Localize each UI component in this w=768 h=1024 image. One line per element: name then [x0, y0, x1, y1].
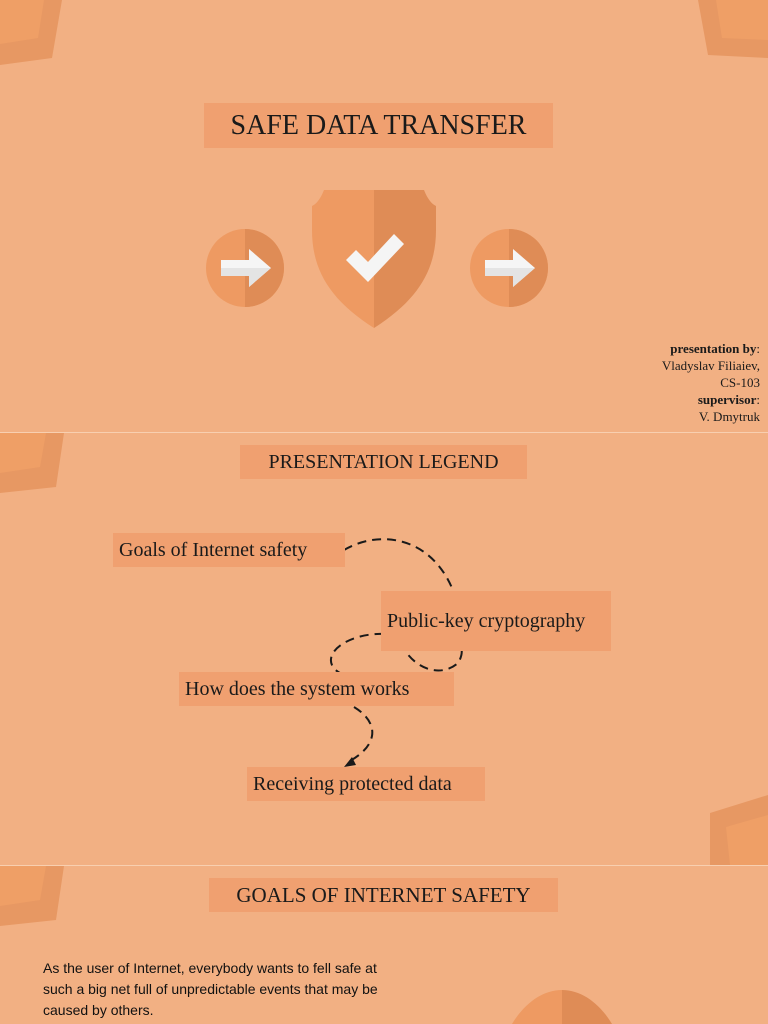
slide-legend: [0, 433, 768, 865]
legend-item-public-key: Public-key cryptography: [381, 591, 611, 651]
corner-decoration-top-left: [0, 0, 70, 65]
goals-body-text: As the user of Internet, everybody wants to fell safe at such a big net full of unpredictable events that may be caused by others.: [43, 960, 378, 1018]
legend-item-receiving-data: Receiving protected data: [247, 767, 485, 801]
goals-heading: GOALS OF INTERNET SAFETY: [209, 878, 558, 912]
slide-title-heading: SAFE DATA TRANSFER: [204, 103, 553, 148]
corner-decoration-top-left: [0, 866, 70, 928]
presenter-name: Vladyslav Filiaiev,: [661, 358, 760, 373]
shield-check-icon: [310, 190, 438, 328]
presenter-group: CS-103: [720, 375, 760, 390]
legend-item-goals: Goals of Internet safety: [113, 533, 345, 567]
presented-by-label: presentation by: [670, 341, 757, 356]
supervisor-label: supervisor: [697, 392, 757, 407]
slide-goals: [0, 866, 768, 1024]
supervisor-name: V. Dmytruk: [698, 409, 760, 424]
slide-title: [0, 0, 768, 432]
arrow-right-icon: [205, 228, 285, 308]
arrow-right-icon: [469, 228, 549, 308]
corner-decoration-top-right: [698, 0, 768, 60]
shield-icon: [512, 990, 612, 1024]
legend-heading: PRESENTATION LEGEND: [240, 445, 527, 479]
credits-block: presentation by: Vladyslav Filiaiev, CS-103 supervisor: V. Dmytruk: [661, 341, 760, 424]
legend-item-system-works: How does the system works: [179, 672, 454, 706]
